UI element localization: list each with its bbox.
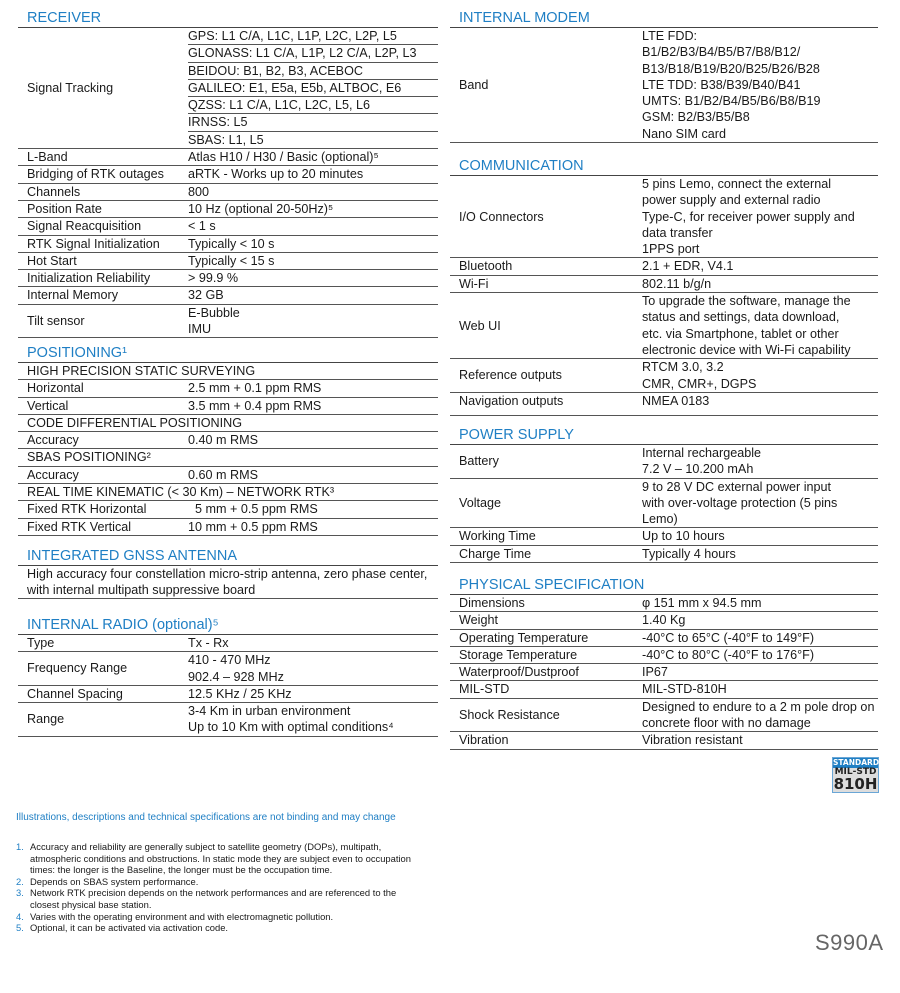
spec-label: Voltage <box>459 495 502 510</box>
spec-label: Frequency Range <box>27 661 128 676</box>
spec-value-line: data transfer <box>642 225 713 240</box>
antenna-section <box>18 548 438 599</box>
spec-value-line: 1.40 Kg <box>642 613 686 628</box>
spec-value-line: GPS: L1 C/A, L1C, L1P, L2C, L2P, L5 <box>188 28 438 45</box>
spec-value-line: < 1 s <box>188 219 216 234</box>
spec-label: MIL-STD <box>459 682 510 697</box>
spec-value-line: B1/B2/B3/B4/B5/B7/B8/B12/ <box>642 45 801 60</box>
spec-value <box>188 432 438 448</box>
spec-value-line: LTE TDD: B38/B39/B40/B41 <box>642 77 801 92</box>
spec-value-line: 0.60 m RMS <box>188 467 258 482</box>
spec-value <box>642 595 878 611</box>
spec-row <box>450 595 878 612</box>
spec-row <box>450 732 878 749</box>
spec-value-line: Designed to endure to a 2 m pole drop on <box>642 699 875 714</box>
footnote-number: 4. <box>16 910 24 922</box>
spec-row <box>18 467 438 484</box>
spec-row <box>18 305 438 339</box>
table-subheading: SBAS POSITIONING² <box>18 449 438 466</box>
spec-row <box>18 501 438 518</box>
physical-specification-section <box>450 577 878 750</box>
spec-value-line: 802.11 b/g/n <box>642 276 712 291</box>
spec-value <box>642 293 878 358</box>
disclaimer: Illustrations, descriptions and technical specifications are not binding and may change <box>16 812 396 823</box>
spec-value <box>642 732 878 748</box>
footnote-text: Depends on SBAS system performance. <box>30 875 199 887</box>
spec-value-line: 1PPS port <box>642 242 700 257</box>
spec-value <box>642 176 878 257</box>
spec-row <box>18 432 438 449</box>
section-title: INTERNAL MODEM <box>450 10 878 28</box>
spec-value <box>188 467 438 483</box>
spec-value-line: 2.1 + EDR, V4.1 <box>642 259 734 274</box>
spec-label: Bluetooth <box>459 259 513 274</box>
spec-value-line: 902.4 – 928 MHz <box>188 669 284 684</box>
spec-value-line: status and settings, data download, <box>642 310 840 325</box>
spec-value-line: Up to 10 Km with optimal conditions⁴ <box>188 720 394 735</box>
spec-row <box>18 398 438 415</box>
spec-label: Storage Temperature <box>459 647 578 662</box>
mil-std-810h-badge <box>832 757 879 793</box>
spec-value <box>642 28 878 142</box>
spec-value-line: IP67 <box>642 665 668 680</box>
power-supply-section <box>450 427 878 563</box>
description-text: High accuracy four constellation micro-strip antenna, zero phase center, with internal multipath suppressive board <box>18 566 438 599</box>
footnote <box>16 922 416 934</box>
spec-label: Internal Memory <box>27 288 118 303</box>
spec-value-line: Lemo) <box>642 512 678 527</box>
spec-label: Accuracy <box>27 467 79 482</box>
spec-value-line: 3-4 Km in urban environment <box>188 704 351 719</box>
section-title: INTEGRATED GNSS ANTENNA <box>18 548 438 566</box>
spec-value-line: Typically < 15 s <box>188 253 275 268</box>
spec-label: Signal Reacquisition <box>27 219 142 234</box>
spec-value-line: -40°C to 65°C (-40°F to 149°F) <box>642 630 815 645</box>
spec-value <box>642 359 878 392</box>
spec-value-line: 7.2 V – 10.200 mAh <box>642 462 754 477</box>
spec-row <box>18 703 438 737</box>
spec-row <box>18 270 438 287</box>
spec-value-line: Type-C, for receiver power supply and <box>642 209 855 224</box>
spec-row <box>450 359 878 393</box>
spec-value-line: > 99.9 % <box>188 271 239 286</box>
spec-value-line: GALILEO: E1, E5a, E5b, ALTBOC, E6 <box>188 80 438 97</box>
spec-value-line: To upgrade the software, manage the <box>642 294 851 309</box>
spec-value <box>188 652 438 685</box>
spec-value-line: concrete floor with no damage <box>642 716 811 731</box>
spec-label: Tilt sensor <box>27 313 85 328</box>
spec-label: Web UI <box>459 318 501 333</box>
badge-line: STANDARD <box>833 758 880 767</box>
spec-value-line: QZSS: L1 C/A, L1C, L2C, L5, L6 <box>188 97 438 114</box>
footnote <box>16 911 416 923</box>
spec-value-line: BEIDOU: B1, B2, B3, ACEBOC <box>188 63 438 80</box>
section-title: INTERNAL RADIO (optional)⁵ <box>18 617 438 635</box>
spec-label: Band <box>459 77 489 92</box>
spec-label: Navigation outputs <box>459 393 564 408</box>
spec-value <box>188 501 438 517</box>
spec-value <box>642 258 878 274</box>
spec-value-line: 9 to 28 V DC external power input <box>642 479 832 494</box>
spec-row <box>450 276 878 293</box>
section-title: POWER SUPPLY <box>450 427 878 445</box>
spec-row <box>450 479 878 529</box>
spec-value-line: 12.5 KHz / 25 KHz <box>188 686 292 701</box>
spec-value <box>188 287 438 303</box>
spec-label: I/O Connectors <box>459 209 544 224</box>
section-title: POSITIONING¹ <box>18 345 438 363</box>
spec-row <box>450 647 878 664</box>
spec-label: Signal Tracking <box>27 80 114 95</box>
spec-value <box>188 398 438 414</box>
spec-value <box>188 28 438 148</box>
spec-row <box>450 630 878 647</box>
spec-row <box>18 201 438 218</box>
spec-value <box>188 270 438 286</box>
spec-value <box>642 528 878 544</box>
spec-row <box>450 612 878 629</box>
spec-value <box>642 276 878 292</box>
spec-value-line: Typically < 10 s <box>188 236 275 251</box>
spec-value <box>188 149 438 165</box>
footnote-text: Optional, it can be activated via activation code. <box>30 922 229 934</box>
positioning-section <box>18 345 438 536</box>
spec-value-line: 410 - 470 MHz <box>188 653 271 668</box>
spec-value <box>642 699 878 732</box>
spec-value <box>188 253 438 269</box>
spec-row <box>18 380 438 397</box>
footnote <box>16 887 416 910</box>
spec-value-line: Internal rechargeable <box>642 446 762 460</box>
spec-value-line: UMTS: B1/B2/B4/B5/B6/B8/B19 <box>642 94 821 109</box>
spec-value-line: RTCM 3.0, 3.2 <box>642 360 724 375</box>
spec-label: Accuracy <box>27 433 79 448</box>
spec-value-line: Atlas H10 / H30 / Basic (optional)⁵ <box>188 150 379 165</box>
spec-value-line: 2.5 mm + 0.1 ppm RMS <box>188 381 322 396</box>
spec-value-line: 32 GB <box>188 288 224 303</box>
spec-label: Battery <box>459 454 499 469</box>
spec-row <box>450 699 878 733</box>
spec-value-line: GLONASS: L1 C/A, L1P, L2 C/A, L2P, L3 <box>188 45 438 62</box>
spec-label: RTK Signal Initialization <box>27 236 160 251</box>
spec-row <box>450 528 878 545</box>
spec-value-line: IRNSS: L5 <box>188 114 438 131</box>
spec-row <box>450 28 878 143</box>
spec-label: Reference outputs <box>459 368 562 383</box>
spec-value <box>642 681 878 697</box>
spec-label: Dimensions <box>459 596 525 610</box>
spec-label: Position Rate <box>27 201 102 216</box>
spec-label: Bridging of RTK outages <box>27 167 164 182</box>
spec-row <box>18 218 438 235</box>
spec-label: Wi-Fi <box>459 276 489 291</box>
spec-value-line: IMU <box>188 322 212 337</box>
spec-value <box>188 166 438 182</box>
footnote-number: 1. <box>16 841 24 852</box>
spec-value-line: 5 mm + 0.5 ppm RMS <box>188 502 318 517</box>
spec-label: Vertical <box>27 398 69 413</box>
receiver-section <box>18 10 438 338</box>
spec-value-line: power supply and external radio <box>642 193 821 208</box>
table-subheading: HIGH PRECISION STATIC SURVEYING <box>18 363 438 380</box>
spec-value-line: aRTK - Works up to 20 minutes <box>188 167 364 182</box>
badge-line: 810H <box>833 774 878 793</box>
spec-row <box>450 258 878 275</box>
section-title: PHYSICAL SPECIFICATION <box>450 577 878 595</box>
communication-section <box>450 158 878 416</box>
spec-row <box>18 652 438 686</box>
spec-value-line: Up to 10 hours <box>642 529 725 544</box>
spec-value-line: 10 Hz (optional 20-50Hz)⁵ <box>188 201 334 216</box>
spec-label: Operating Temperature <box>459 630 589 645</box>
section-title: COMMUNICATION <box>450 158 878 176</box>
footnote-text: Network RTK precision depends on the network performances and are referenced to the closest physical base station. <box>30 887 397 910</box>
spec-value-line: Nano SIM card <box>642 126 726 141</box>
footnote-number: 2. <box>16 875 24 887</box>
footnote-number: 5. <box>16 922 24 934</box>
spec-value <box>188 236 438 252</box>
spec-label: Channels <box>27 184 81 199</box>
spec-label: Channel Spacing <box>27 686 123 701</box>
spec-row <box>450 393 878 416</box>
footnotes <box>16 841 416 934</box>
spec-value-line: CMR, CMR+, DGPS <box>642 376 757 391</box>
spec-label: Range <box>27 712 65 727</box>
spec-label: Charge Time <box>459 546 532 561</box>
badge-line: MIL-STD <box>834 766 877 777</box>
spec-label: Working Time <box>459 529 536 544</box>
spec-value <box>642 546 878 562</box>
spec-row <box>450 293 878 359</box>
spec-value <box>642 630 878 646</box>
spec-label: L-Band <box>27 150 68 165</box>
spec-value <box>188 184 438 200</box>
spec-value-line: electronic device with Wi-Fi capability <box>642 342 851 357</box>
spec-value-line: 800 <box>188 184 210 199</box>
spec-value-line: MIL-STD-810H <box>642 682 727 697</box>
spec-value-line: E-Bubble <box>188 305 240 320</box>
footnote <box>16 841 416 876</box>
spec-value <box>188 686 438 702</box>
spec-label: Shock Resistance <box>459 707 560 722</box>
spec-value <box>188 305 438 338</box>
spec-row <box>450 681 878 698</box>
internal-radio-section <box>18 617 438 737</box>
spec-value-line: GSM: B2/B3/B5/B8 <box>642 110 750 125</box>
spec-value <box>642 612 878 628</box>
spec-label: Initialization Reliability <box>27 271 151 286</box>
spec-value-line: B13/B18/B19/B20/B25/B26/B28 <box>642 61 820 76</box>
table-subheading: CODE DIFFERENTIAL POSITIONING <box>18 415 438 432</box>
spec-value <box>642 393 878 409</box>
spec-row <box>18 253 438 270</box>
model-name: S990A <box>815 930 884 955</box>
internal-modem-section <box>450 10 878 143</box>
spec-value-line: φ 151 mm x 94.5 mm <box>642 596 762 610</box>
footnote <box>16 876 416 888</box>
spec-value-line: Tx - Rx <box>188 636 229 650</box>
footnote-text: Varies with the operating environment and with electromagnetic pollution. <box>30 910 334 922</box>
spec-row <box>18 28 438 149</box>
spec-row <box>18 166 438 183</box>
spec-value-line: SBAS: L1, L5 <box>188 132 264 147</box>
spec-value-line: 0.40 m RMS <box>188 433 258 448</box>
section-title: RECEIVER <box>18 10 438 28</box>
spec-value <box>642 445 878 478</box>
spec-label: Hot Start <box>27 253 77 268</box>
spec-label: Type <box>27 636 55 650</box>
spec-value-line: etc. via Smartphone, tablet or other <box>642 326 839 341</box>
spec-value <box>188 380 438 396</box>
spec-value-line: -40°C to 80°C (-40°F to 176°F) <box>642 647 815 662</box>
spec-value <box>642 647 878 663</box>
spec-label: Vibration <box>459 733 509 748</box>
spec-row <box>18 236 438 253</box>
spec-value <box>188 703 438 736</box>
spec-row <box>18 149 438 166</box>
spec-value-line: Typically 4 hours <box>642 546 736 561</box>
spec-row <box>18 287 438 304</box>
spec-row <box>450 176 878 258</box>
spec-value-line: 10 mm + 0.5 ppm RMS <box>188 519 318 534</box>
spec-label: Horizontal <box>27 381 84 396</box>
spec-row <box>450 445 878 479</box>
spec-row <box>18 519 438 536</box>
footnote-text: Accuracy and reliability are generally subject to satellite geometry (DOPs), multipath, atmospheric conditions and obstructions. In static mode they are subject even to occupation times: the longer is the Baseline, the longer must be the occupation time. <box>30 841 411 876</box>
spec-label: Weight <box>459 613 498 628</box>
spec-row <box>18 184 438 201</box>
spec-label: Fixed RTK Horizontal <box>27 502 147 517</box>
spec-row <box>18 686 438 703</box>
spec-value-line: LTE FDD: <box>642 29 698 43</box>
spec-value <box>188 519 438 535</box>
spec-row <box>450 546 878 563</box>
spec-value <box>642 664 878 680</box>
spec-row <box>450 664 878 681</box>
spec-label: Waterproof/Dustproof <box>459 665 579 680</box>
spec-value <box>188 201 438 217</box>
spec-value-line: with over-voltage protection (5 pins <box>642 495 838 510</box>
footnote-number: 3. <box>16 887 24 899</box>
spec-value <box>188 218 438 234</box>
spec-value <box>642 479 878 528</box>
spec-value <box>188 635 438 651</box>
table-subheading: REAL TIME KINEMATIC (< 30 Km) – NETWORK RTK³ <box>18 484 438 501</box>
spec-value-line: Vibration resistant <box>642 733 743 748</box>
spec-value-line: 3.5 mm + 0.4 ppm RMS <box>188 398 322 413</box>
spec-label: Fixed RTK Vertical <box>27 519 132 534</box>
spec-value-line: 5 pins Lemo, connect the external <box>642 177 832 191</box>
spec-value-line: NMEA 0183 <box>642 393 710 408</box>
spec-row <box>18 635 438 652</box>
